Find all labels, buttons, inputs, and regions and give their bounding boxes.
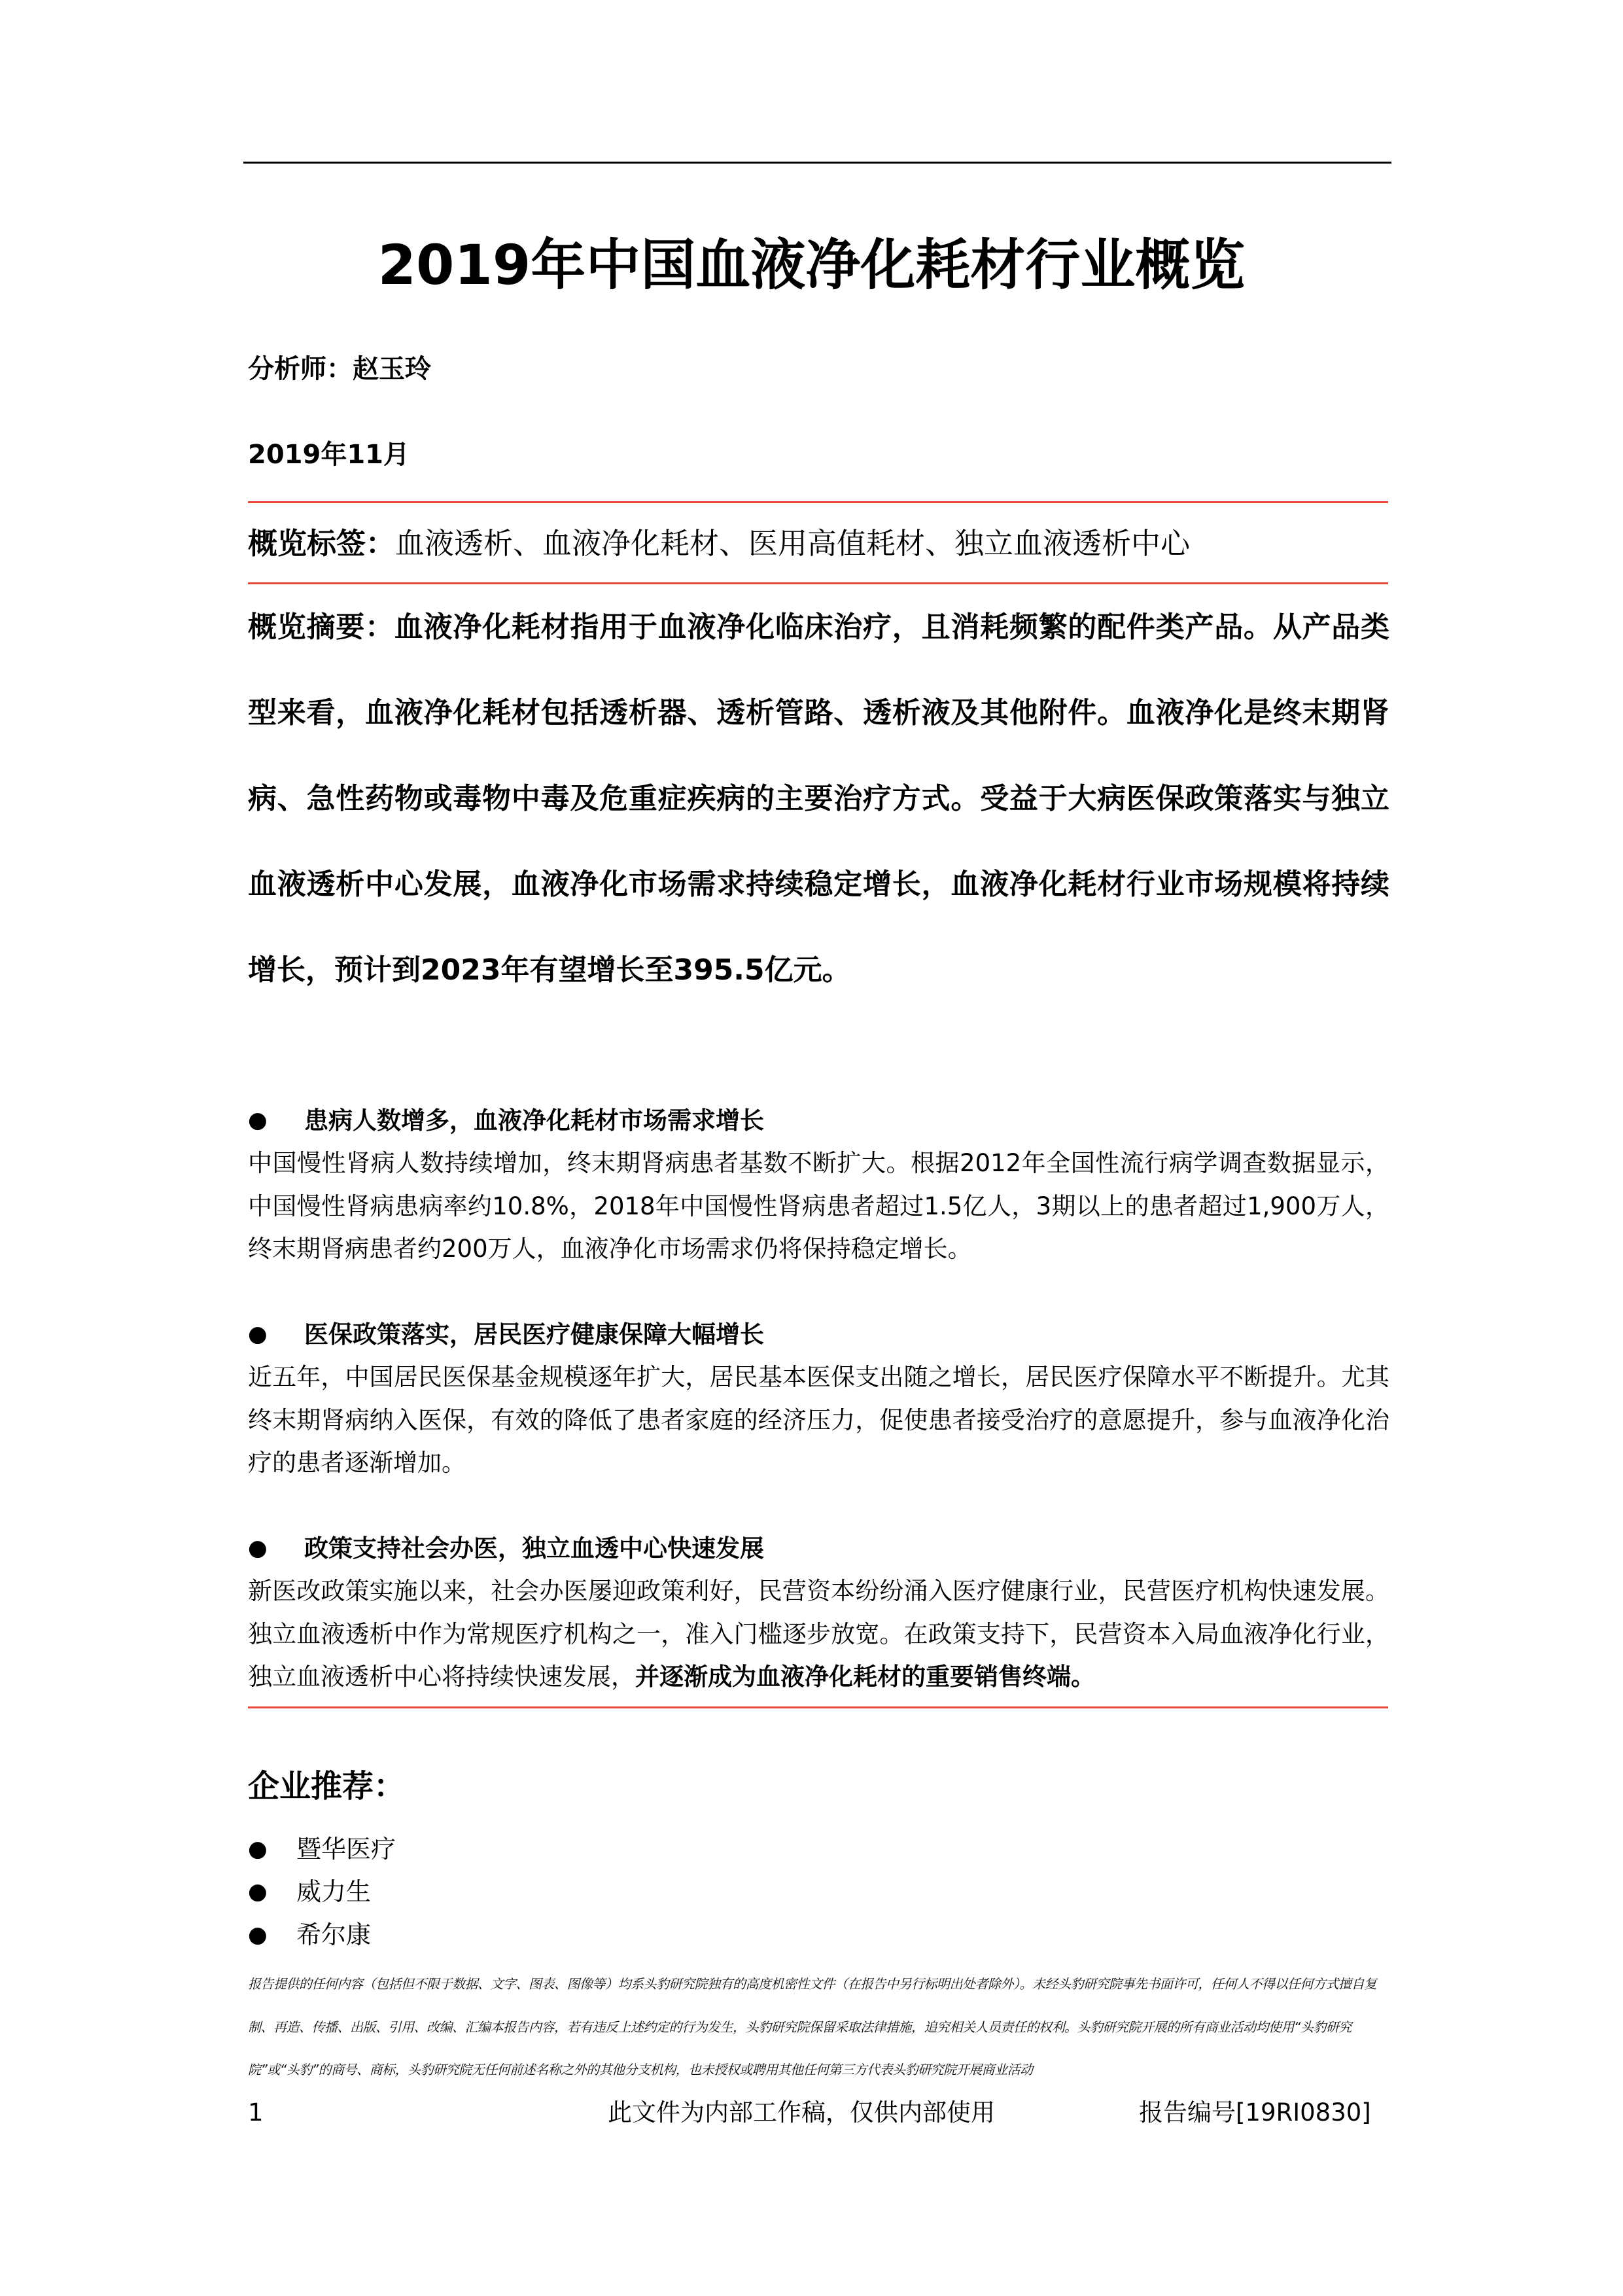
recommendations-title: 企业推荐： [248, 1768, 406, 1805]
tags-value: 血液透析、血液净化耗材、医用高值耗材、独立血液透析中心 [395, 526, 1191, 561]
section-heading: 医保政策落实，居民医疗健康保障大幅增长 [304, 1320, 764, 1349]
company-name: 希尔康 [296, 1920, 372, 1949]
section-body: 中国慢性肾病人数持续增加，终末期肾病患者基数不断扩大。根据2012年全国性流行病学调查数据显示，中国慢性肾病患病率约10.8%，2018年中国慢性肾病患者超过1.5亿人，3期以上的患者超过1,900万人，终末期肾病患者约200万人，血液净化市场需求仍将保持稳定增长。 [248, 1149, 1389, 1263]
report-id: 报告编号[19RI0830] [1139, 2098, 1371, 2127]
abstract-label: 概览摘要： [248, 610, 394, 644]
tags-label: 概览标签： [248, 526, 396, 561]
footer-notice: 此文件为内部工作稿，仅供内部使用 [608, 2098, 995, 2127]
analyst: 分析师：赵玉玲 [248, 354, 431, 384]
section-heading: 患病人数增多，血液净化耗材市场需求增长 [304, 1106, 764, 1135]
bullet-icon: ● [248, 1107, 268, 1133]
bullet-icon: ● [248, 1922, 268, 1948]
disclaimer: 报告提供的任何内容（包括但不限于数据、文字、图表、图像等）均系头豹研究院独有的高度机密性文件（在报告中另行标明出处者除外）。未经头豹研究院事先书面许可，任何人不得以任何方式擅自复制、再造、传播、出版、引用、改编、汇编本报告内容，若有违反上述约定的行为发生，头豹研究院保留采取法律措施，追究相关人员责任的权利。头豹研究院开展的所有商业活动均使用“头豹研究院”或“头豹”的商号、商标，头豹研究院无任何前述名称之外的其他分支机构，也未授权或聘用其他任何第三方代表头豹研究院开展商业活动 [248, 1976, 1377, 2077]
page-title: 2019年中国血液净化耗材行业概览 [377, 233, 1246, 297]
page-number: 1 [248, 2098, 264, 2127]
section-body: 近五年，中国居民医保基金规模逐年扩大，居民基本医保支出随之增长，居民医疗保障水平不断提升。尤其终末期肾病纳入医保，有效的降低了患者家庭的经济压力，促使患者接受治疗的意愿提升，参与血液净化治疗的患者逐渐增加。 [248, 1363, 1389, 1477]
divider [248, 1706, 1388, 1708]
section-heading: 政策支持社会办医，独立血透中心快速发展 [304, 1534, 764, 1563]
section-body [248, 1570, 1389, 1699]
divider [248, 501, 1388, 503]
report-date: 2019年11月 [248, 440, 410, 470]
section-body-text: 新医改政策实施以来，社会办医屡迎政策利好，民营资本纷纷涌入医疗健康行业，民营医疗机构快速发展。独立血液透析中作为常规医疗机构之一，准入门槛逐步放宽。在政策支持下，民营资本入局血液净化行业，独立血液透析中心将持续快速发展， [248, 1577, 1389, 1691]
section-policy [248, 1527, 1389, 1699]
overview-abstract [248, 584, 1389, 1013]
bullet-icon: ● [248, 1879, 268, 1905]
recommendation-item [248, 1875, 371, 1908]
recommendation-item [248, 1918, 371, 1951]
recommendation-item [248, 1833, 396, 1865]
header-rule [243, 162, 1391, 164]
company-name: 威力生 [296, 1877, 372, 1906]
bullet-icon: ● [248, 1836, 268, 1862]
bullet-icon: ● [248, 1321, 268, 1347]
abstract-text: 血液净化耗材指用于血液净化临床治疗，且消耗频繁的配件类产品。从产品类型来看，血液净化耗材包括透析器、透析管路、透析液及其他附件。血液净化是终末期肾病、急性药物或毒物中毒及危重症疾病的主要治疗方式。受益于大病医保政策落实与独立血液透析中心发展，血液净化市场需求持续稳定增长，血液净化耗材行业市场规模将持续增长，预计到2023年有望增长至395.5亿元。 [248, 610, 1390, 987]
section-patients [248, 1099, 1389, 1271]
section-insurance [248, 1313, 1389, 1485]
overview-tags [248, 525, 1190, 562]
company-name: 暨华医疗 [296, 1835, 396, 1863]
bullet-icon: ● [248, 1535, 268, 1561]
section-body-emphasis: 并逐渐成为血液净化耗材的重要销售终端。 [635, 1663, 1095, 1691]
